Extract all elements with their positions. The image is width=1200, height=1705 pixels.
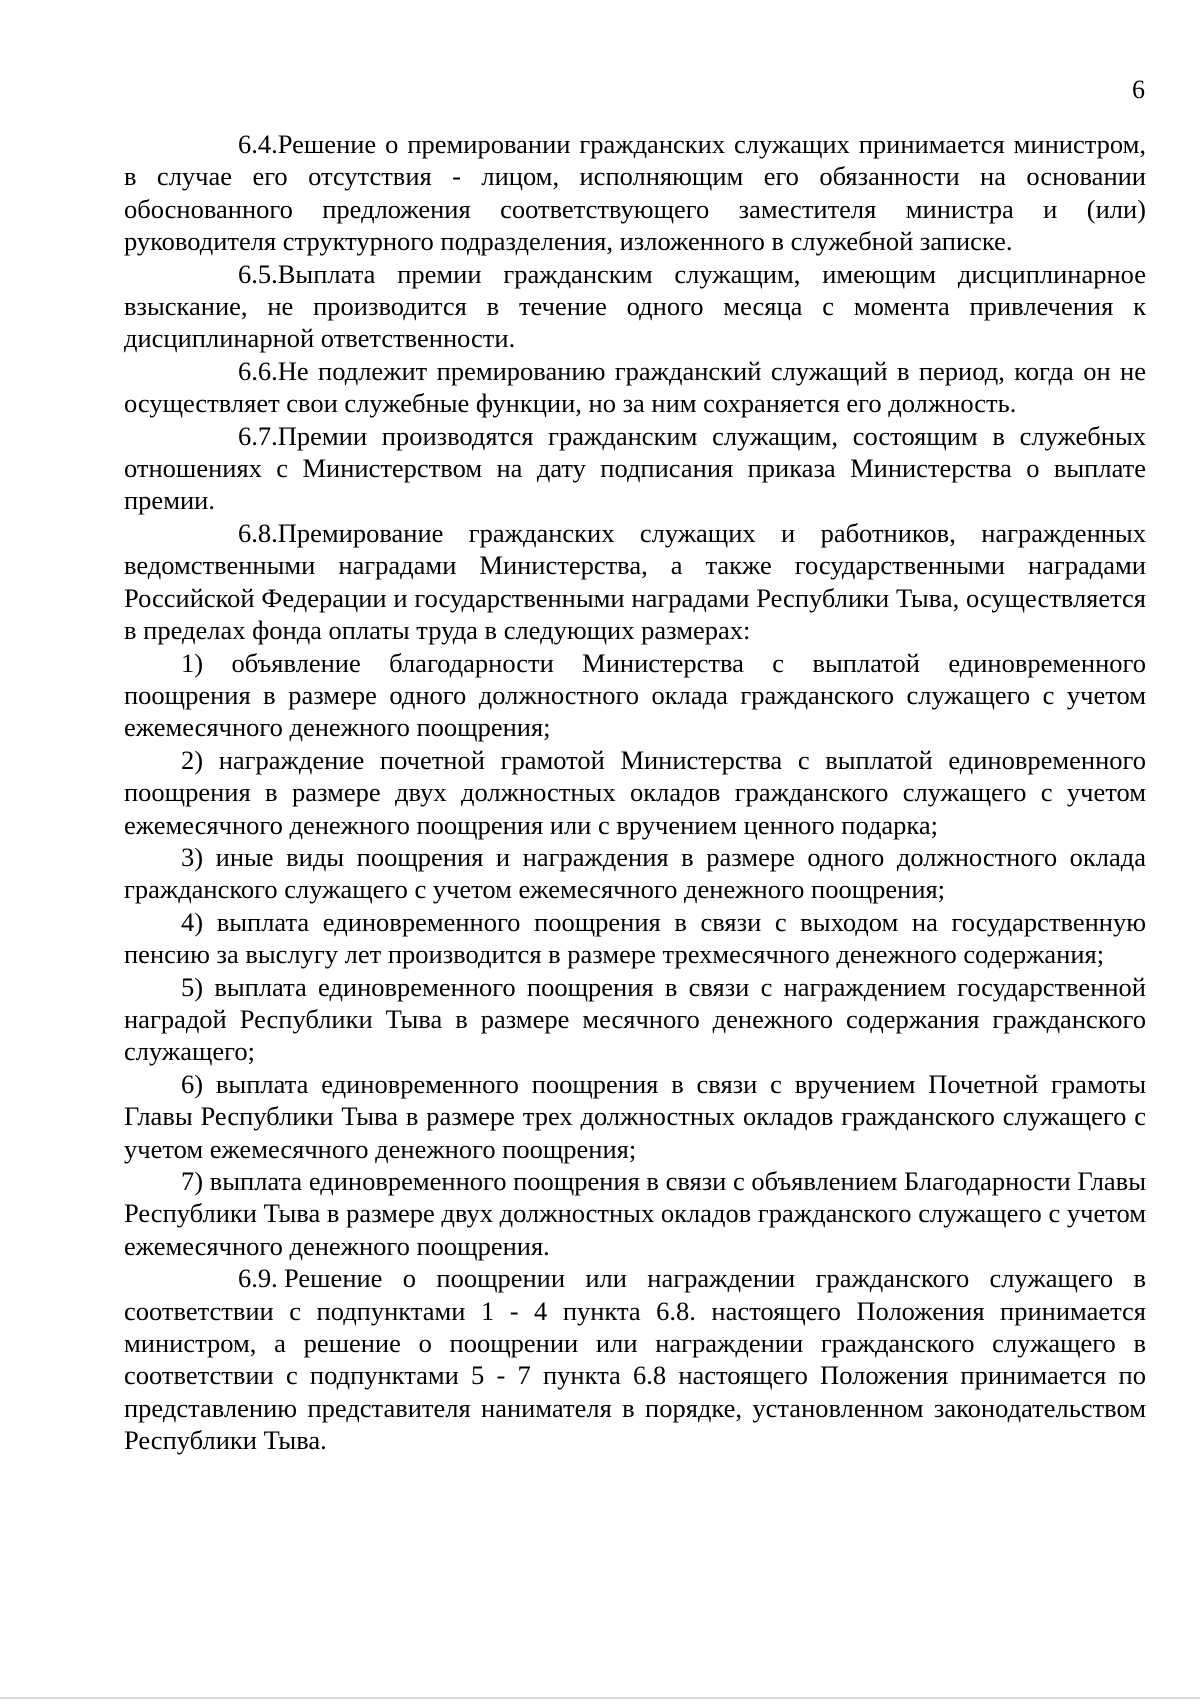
paragraph-number: 6.8. — [238, 517, 278, 548]
scan-edge-line — [0, 1697, 1200, 1699]
paragraph-number: 6.9. — [238, 1263, 278, 1294]
list-item-4: 4) выплата единовременного поощрения в связи с выходом на государственную пенсию за выслугу лет производится в размере трехмесячного денежного содержания; — [124, 906, 1146, 970]
paragraph-text: Премии производятся гражданским служащим, состоящим в служебных отношениях с Министерством на дату подписания приказа Министерства о выплате премии. — [124, 420, 1146, 516]
list-item-6: 6) выплата единовременного поощрения в связи с вручением Почетной грамоты Главы Республики Тыва в размере трех должностных окладов гражданского служащего с учетом ежемесячного денежного поощрения; — [124, 1068, 1146, 1164]
paragraph-text: Премирование гражданских служащих и работников, награжденных ведомственными наградами Министерства, а также государственными наградами Российской Федерации и государственными наградами Республики Тыва, осуществляется в пределах фонда оплаты труда в следующих размерах: — [124, 517, 1146, 646]
paragraph-text: Не подлежит премированию гражданский служащий в период, когда он не осуществляет свои служебные функции, но за ним сохраняется его должность. — [124, 355, 1146, 419]
paragraph-text: Выплата премии гражданским служащим, имеющим дисциплинарное взыскание, не производится в течение одного месяца с момента привлечения к дисциплинарной ответственности. — [124, 258, 1146, 354]
paragraph-6-6 — [124, 355, 1146, 420]
paragraph-6-8 — [124, 517, 1146, 647]
paragraph-number: 6.5. — [238, 258, 278, 289]
paragraph-number: 6.6. — [238, 355, 278, 386]
list-item-1: 1) объявление благодарности Министерства с выплатой единовременного поощрения в размере одного должностного оклада гражданского служащего с учетом ежемесячного денежного поощрения; — [124, 647, 1146, 743]
page-number: 6 — [1132, 75, 1145, 104]
document-body — [124, 128, 1146, 1457]
paragraph-text: Решение о поощрении или награждении гражданского служащего в соответствии с подпунктами 1 - 4 пункта 6.8. настоящего Положения принимается министром, а решение о поощрении или награждении гражданского служащего в соответствии с подпунктами 5 - 7 пункта 6.8 настоящего Положения принимается по представлению представителя нанимателя в порядке, установленном законодательством Республики Тыва. — [124, 1263, 1146, 1456]
list-item-3: 3) иные виды поощрения и награждения в размере одного должностного оклада гражданского служащего с учетом ежемесячного денежного поощрения; — [124, 841, 1146, 905]
list-item-5: 5) выплата единовременного поощрения в связи с награждением государственной наградой Республики Тыва в размере месячного денежного содержания гражданского служащего; — [124, 971, 1146, 1067]
paragraph-text: Решение о премировании гражданских служащих принимается министром, в случае его отсутствия - лицом, исполняющим его обязанности на основании обоснованного предложения соответствующего заместителя министра и (или) руководителя структурного подразделения, изложенного в служебной записке. — [124, 129, 1146, 257]
paragraph-6-4 — [124, 128, 1146, 258]
list-item-7: 7) выплата единовременного поощрения в связи с объявлением Благодарности Главы Республики Тыва в размере двух должностных окладов гражданского служащего с учетом ежемесячного денежного поощрения. — [124, 1166, 1146, 1261]
paragraph-6-9 — [124, 1262, 1146, 1456]
paragraph-6-5 — [124, 258, 1146, 355]
list-item-2: 2) награждение почетной грамотой Министерства с выплатой единовременного поощрения в размере двух должностных окладов гражданского служащего с учетом ежемесячного денежного поощрения или с вручением ценного подарка; — [124, 744, 1146, 840]
paragraph-6-7 — [124, 420, 1146, 517]
paragraph-number: 6.7. — [238, 420, 278, 451]
paragraph-number: 6.4. — [238, 129, 278, 159]
